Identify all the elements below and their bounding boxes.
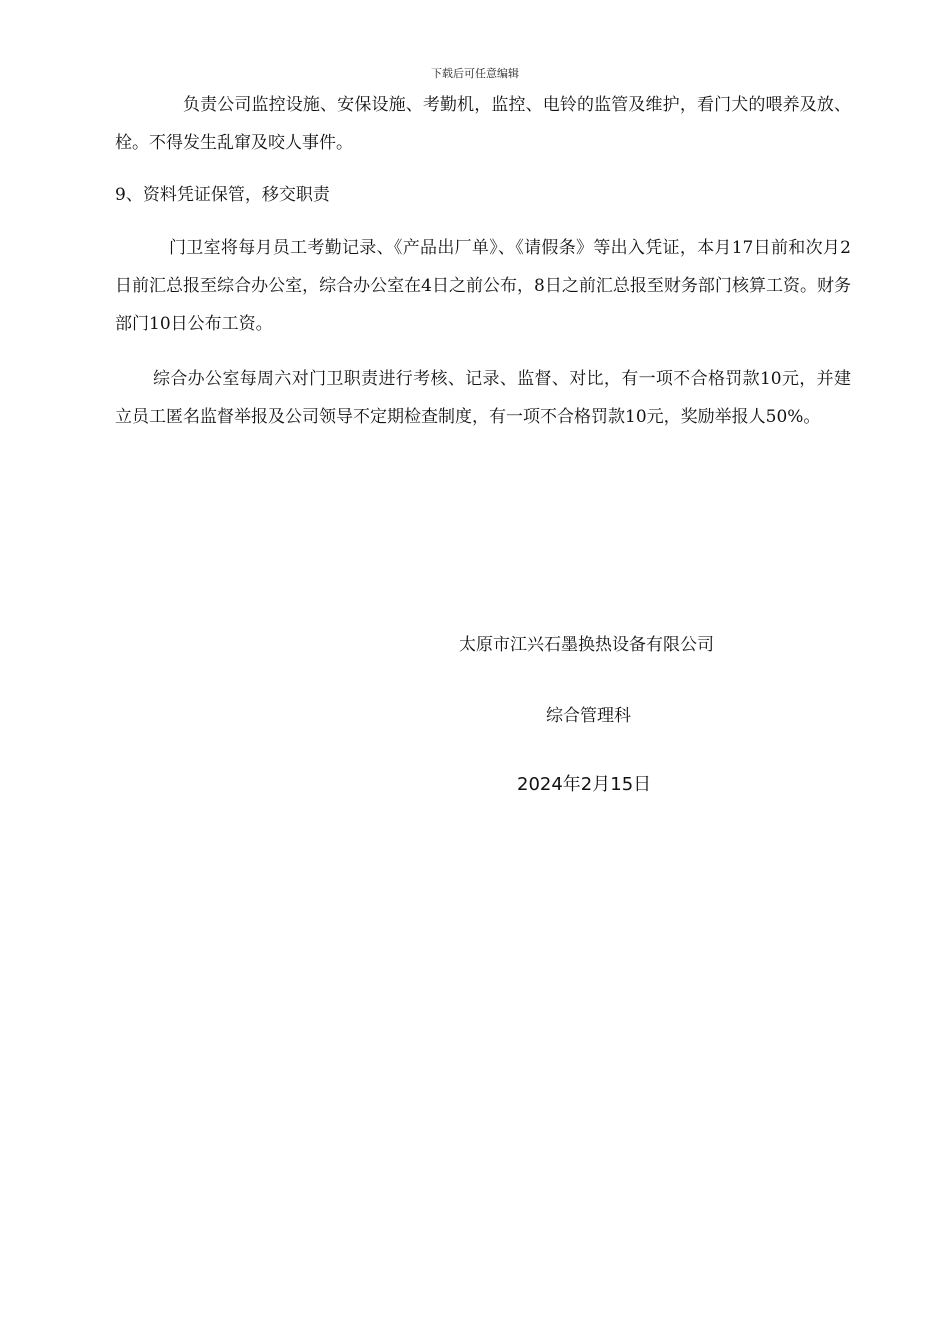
paragraph-inspection-penalty: 综合办公室每周六对门卫职责进行考核、记录、监督、对比，有一项不合格罚款10元，并建立员工匿名监督举报及公司领导不定期检查制度，有一项不合格罚款10元，奖励举报人50%。 bbox=[115, 369, 851, 427]
paragraph-security-duties: 负责公司监控设施、安保设施、考勤机，监控、电铃的监管及维护，看门犬的喂养及放、栓。不得发生乱窜及咬人事件。 bbox=[115, 95, 851, 153]
paragraph-voucher-handover: 门卫室将每月员工考勤记录、《产品出厂单》、《请假条》等出入凭证，本月17日前和次月2日前汇总报至综合办公室，综合办公室在4日之前公布，8日之前汇总报至财务部门核算工资。财务部门10日公布工资。 bbox=[115, 238, 851, 334]
section-heading-9: 9、资料凭证保管，移交职责 bbox=[115, 185, 330, 205]
signature-department: 综合管理科 bbox=[546, 706, 631, 726]
signature-company: 太原市江兴石墨换热设备有限公司 bbox=[459, 635, 714, 655]
page-header-note: 下载后可任意编辑 bbox=[431, 67, 519, 80]
signature-date: 2024年2月15日 bbox=[517, 774, 652, 795]
